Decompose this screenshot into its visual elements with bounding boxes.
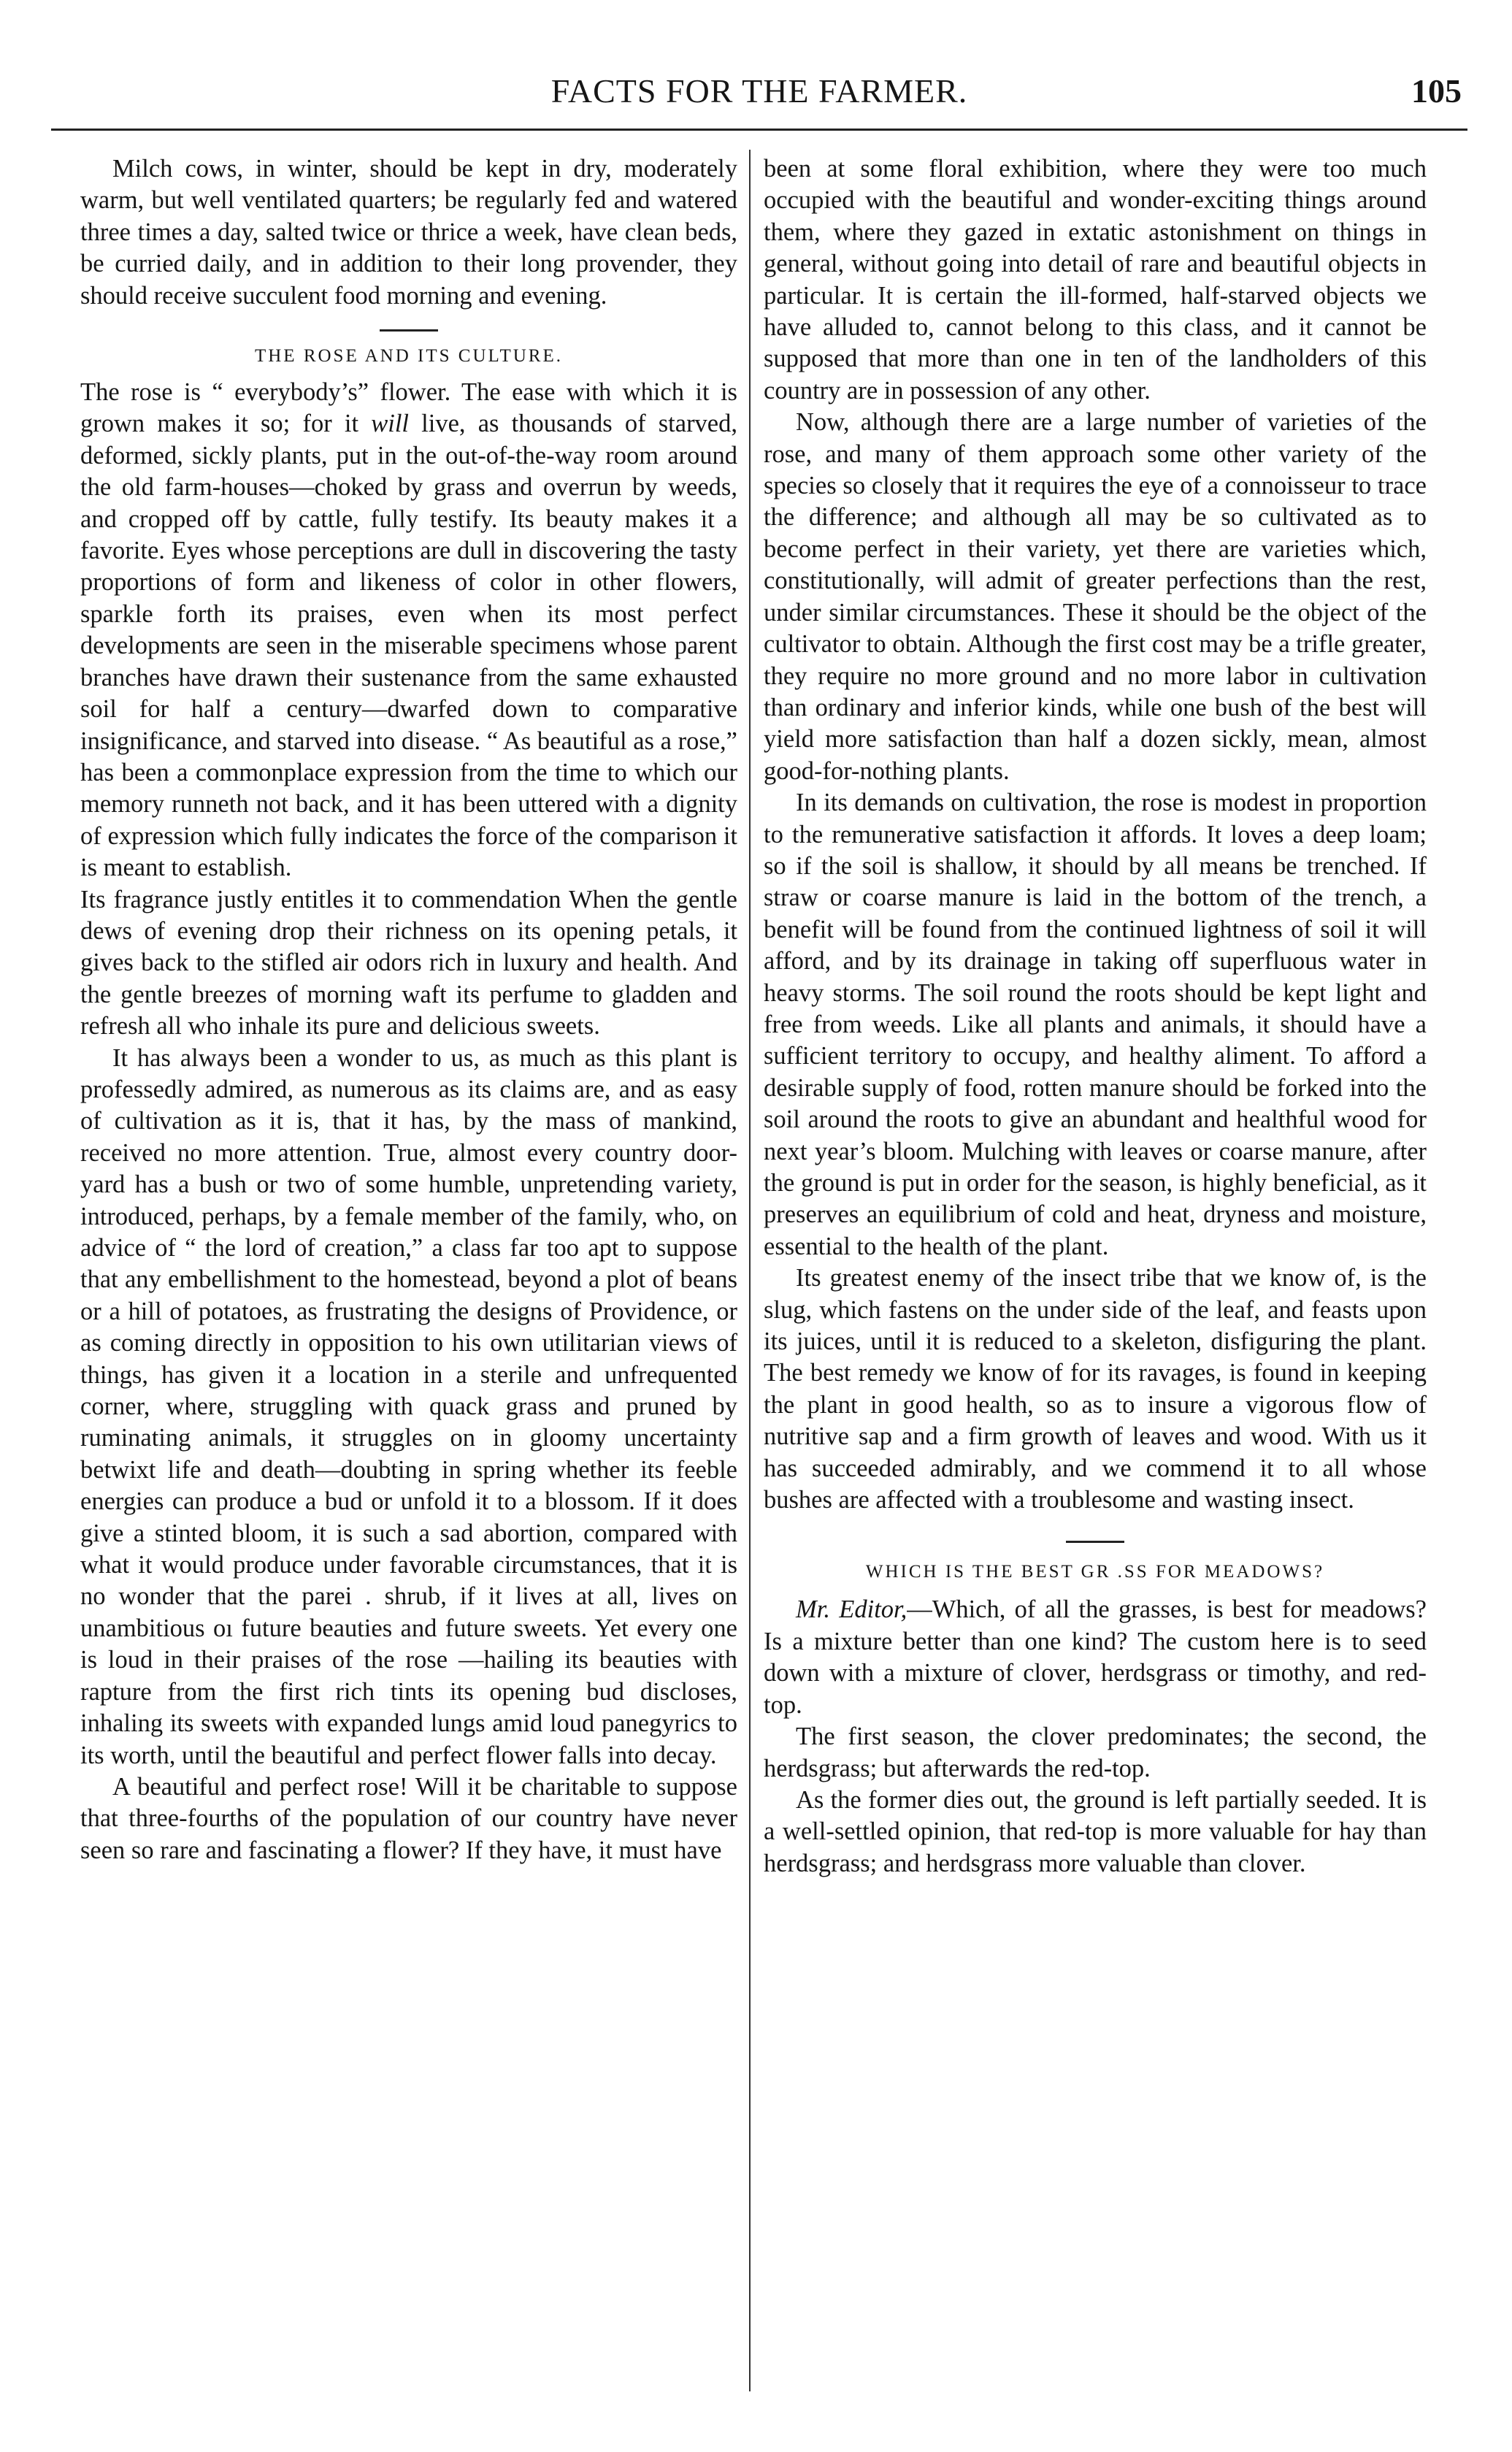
header-rule bbox=[51, 129, 1467, 131]
page-header bbox=[51, 72, 1467, 123]
rose-p1-text-a: The rose is “ everybody’s” flower. The ease with which it is grown makes it so; for it bbox=[80, 378, 737, 438]
rose-section-heading: THE ROSE AND ITS CULTURE. bbox=[254, 346, 563, 367]
section-divider bbox=[380, 329, 438, 332]
page-number: 105 bbox=[1411, 72, 1462, 110]
right-column bbox=[764, 153, 1427, 2402]
rose-paragraph-2: Its fragrance justly entitles it to commendation When the gentle dews of evening drop their richness on its opening petals, it gives back to the stifled air odors rich in luxury and health. And the gentle breezes of morning waft its perfume to gladden and refresh all who inhale its pure and delicious sweets. bbox=[80, 885, 737, 1041]
milch-cows-paragraph: Milch cows, in winter, should be kept in dry, moderately warm, but well ventilated quarters; be regularly fed and watered three times a day, salted twice or thrice a week, have clean beds, be curried daily, and in addition to their long provender, they should receive succulent food morning and evening. bbox=[80, 155, 737, 310]
rose-paragraph-3: It has always been a wonder to us, as much as this plant is professedly admired, as numerous as its claims are, and as easy of cultivation as it is, that it has, by the mass of mankind, received no more attention. True, almost every country door-yard has a bush or two of some humble, unpretending variety, introduced, perhaps, by a female member of the family, who, on advice of “ the lord of creation,” a class far too apt to suppose that any embellishment to the homestead, beyond a plot of beans or a hill of potatoes, as frustrating the designs of Providence, or as coming directly in opposition to his own utilitarian views of things, has given it a location in a sterile and unfrequented corner, where, struggling with quack grass and pruned by ruminating animals, it struggles on in gloomy uncertainty betwixt life and death—doubting in spring whether its feeble energies can produce a bud or unfold it to a blossom. If it does give a stinted bloom, it is such a sad abortion, compared with what it would produce under favorable circumstances, that it is no wonder that the parei . shrub, if it lives at all, lives on unambitious oı future beauties and future sweets. Yet every one is loud in their praises of the rose —hailing its beauties with rapture from the first rich tints its opening bud discloses, inhaling its sweets with expanded lungs amid loud panegyrics to its worth, until the beautiful and perfect flower falls into decay. bbox=[80, 1043, 737, 1769]
rose-paragraph-4: A beautiful and perfect rose! Will it be charitable to suppose that three-fourths of the population of our country have never seen so rare and fascinating a flower? If they have, it must have bbox=[80, 1772, 737, 1864]
rose-varieties-paragraph: Now, although there are a large number of varieties of the rose, and many of them approach some other variety of the species so closely that it requires the eye of a connoisseur to trace the difference; and although all may be so cultivated as to become perfect in their variety, yet there are varieties which, constitutionally, will admit of greater perfections than the rest, under similar circumstances. These it should be the object of the cultivator to obtain. Although the first cost may be a trifle greater, they require no more ground and no more labor in cultivation than ordinary and inferior kinds, while one bush of the best will yield more satisfaction than half a dozen sickly, mean, almost good-for-nothing plants. bbox=[764, 408, 1427, 785]
rose-p1-text-b: live, as thousands of starved, deformed, sickly plants, put in the out-of-the-way room around the old farm-houses—choked by grass and overrun by weeds, and cropped off by cattle, fully testify. Its beauty makes it a favorite. Eyes whose perceptions are dull in discovering the tasty proportions of form and likeness of color in other flowers, sparkle forth its praises, even when its most perfect developments are seen in the miserable specimens whose parent branches have drawn their sustenance from the same exhausted soil for half a century—dwarfed down to comparative insignificance, and starved into disease. “ As beautiful as a rose,” has been a commonplace expression from the time to which our memory runneth not back, and it has been uttered with a dignity of expression which fully indicates the force of the comparison it is meant to establish. bbox=[80, 410, 737, 882]
grass-paragraph-2: The first season, the clover predominates; the second, the herdsgrass; but afterwards the red-top. bbox=[764, 1723, 1427, 1782]
grass-section-heading: WHICH IS THE BEST GR .SS FOR MEADOWS? bbox=[865, 1562, 1325, 1582]
editor-salutation: Mr. Editor, bbox=[796, 1595, 907, 1624]
rose-insects-paragraph: Its greatest enemy of the insect tribe that we know of, is the slug, which fastens on the under side of the leaf, and feasts upon its juices, until it is reduced to a skeleton, disfiguring the plant. The best remedy we know of for its ravages, is found in keeping the plant in good health, so as to insure a vigorous flow of nutritive sap and a firm growth of leaves and wood. With us it has succeeded admirably, and we commend it to all whose bushes are affected with a troublesome and wasting insect. bbox=[764, 1264, 1427, 1514]
rose-paragraph-1 bbox=[80, 377, 737, 884]
grass-paragraph-3: As the former dies out, the ground is left partially seeded. It is a well-settled opinion, that red-top is more valuable for hay than herdsgrass; and herdsgrass more valuable than clover. bbox=[764, 1785, 1427, 1877]
column-divider bbox=[749, 150, 751, 2391]
rose-cultivation-paragraph: In its demands on cultivation, the rose is modest in proportion to the remunerative satisfaction it affords. It loves a deep loam; so if the soil is shallow, it should by all means be trenched. If straw or coarse manure is laid in the bottom of the trench, a benefit will be found from the continued lightness of soil it will afford, and by its drainage in taking off superfluous water in heavy storms. The soil round the roots should be kept light and free from weeds. Like all plants and animals, it should have a sufficient territory to occupy, and healthy aliment. To afford a desirable supply of food, rotten manure should be forked into the soil around the roots to give an abundant and healthful wood for next year’s bloom. Mulching with leaves or coarse manure, after the ground is put in order for the season, is highly beneficial, as it preserves an equilibrium of cold and heat, dryness and moisture, essential to the health of the plant. bbox=[764, 789, 1427, 1260]
rose-p1-emphasis: will bbox=[371, 410, 409, 438]
grass-paragraph-1 bbox=[764, 1594, 1427, 1721]
section-divider bbox=[1066, 1541, 1124, 1543]
running-title: FACTS FOR THE FARMER. bbox=[550, 72, 968, 110]
left-column bbox=[80, 153, 737, 2402]
rose-continuation-paragraph: been at some floral exhibition, where they were too much occupied with the beautiful and wonder-exciting things around them, where they gazed in extatic astonishment on things in general, without going into detail of rare and beautiful objects in particular. It is certain the ill-formed, half-starved objects we have alluded to, cannot belong to this class, and it cannot be supposed that more than one in ten of the landholders of this country are in possession of any other. bbox=[764, 155, 1427, 405]
grass-p1-text: —Which, of all the grasses, is best for meadows? Is a mixture better than one kind? The custom here is to seed down with a mixture of clover, herdsgrass or timothy, and red-top. bbox=[764, 1595, 1427, 1719]
